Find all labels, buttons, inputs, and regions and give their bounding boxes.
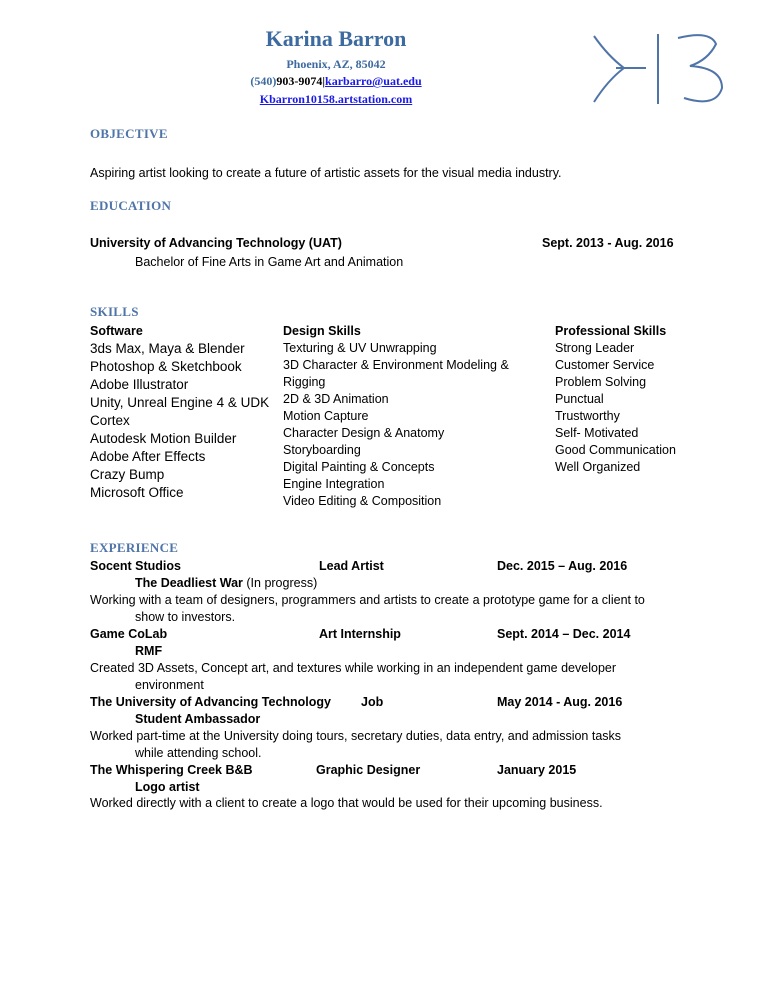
job-role: Job (361, 695, 384, 709)
job-description-cont: environment (135, 678, 204, 692)
job-dates: January 2015 (497, 763, 577, 777)
kb-monogram-logo-icon (590, 32, 730, 107)
contact-phone-line (0, 74, 672, 89)
contact-separator: | (322, 74, 326, 88)
design-item: Engine Integration (283, 477, 385, 491)
education-school: University of Advancing Technology (UAT) (90, 236, 342, 250)
objective-text: Aspiring artist looking to create a future of artistic assets for the visual media industry. (90, 166, 562, 180)
contact-city: Phoenix, AZ, 85042 (286, 57, 386, 71)
professional-item: Trustworthy (555, 409, 620, 423)
design-item: Video Editing & Composition (283, 494, 442, 508)
resume-name: Karina Barron (265, 26, 407, 51)
job-project: Student Ambassador (135, 712, 261, 726)
job-company: Socent Studios (90, 559, 181, 573)
software-item: 3ds Max, Maya & Blender (90, 341, 245, 356)
email-link[interactable]: karbarro@uat.edu (325, 74, 422, 88)
job-dates: Dec. 2015 – Aug. 2016 (497, 559, 628, 573)
job-description-cont: while attending school. (135, 746, 262, 760)
design-title: Design Skills (283, 324, 361, 338)
professional-item: Punctual (555, 392, 604, 406)
job-description: Worked directly with a client to create a logo that would be used for their upcoming business. (90, 796, 603, 810)
skills-heading: SKILLS (90, 304, 139, 319)
job-project-note: (In progress) (242, 576, 318, 590)
design-skills-column (283, 323, 509, 510)
design-item: Digital Painting & Concepts (283, 460, 435, 474)
objective-heading: OBJECTIVE (90, 126, 168, 141)
job-role: Graphic Designer (316, 763, 421, 777)
professional-item: Strong Leader (555, 341, 635, 355)
professional-item: Good Communication (555, 443, 676, 457)
software-item: Photoshop & Sketchbook (90, 359, 242, 374)
phone-number: 903-9074 (276, 74, 323, 88)
professional-item: Problem Solving (555, 375, 647, 389)
professional-item: Well Organized (555, 460, 641, 474)
job-project: Logo artist (135, 780, 200, 794)
job-company: The Whispering Creek B&B (90, 763, 253, 777)
education-heading: EDUCATION (90, 198, 172, 213)
job-project: RMF (135, 644, 163, 658)
design-item: Character Design & Anatomy (283, 426, 445, 440)
software-item: Adobe Illustrator (90, 377, 189, 392)
design-item: Storyboarding (283, 443, 361, 457)
job-role: Lead Artist (319, 559, 384, 573)
software-item: Cortex (90, 413, 130, 428)
professional-item: Customer Service (555, 358, 655, 372)
design-item: Rigging (283, 375, 326, 389)
job-company: The University of Advancing Technology (90, 695, 332, 709)
contact-website-line (0, 92, 672, 107)
job-dates: Sept. 2014 – Dec. 2014 (497, 627, 631, 641)
job-description: Worked part-time at the University doing tours, secretary duties, data entry, and admission tasks (90, 729, 622, 743)
education-dates: Sept. 2013 - Aug. 2016 (542, 236, 674, 250)
professional-item: Self- Motivated (555, 426, 639, 440)
job-project-line (135, 576, 317, 590)
experience-heading: EXPERIENCE (90, 540, 179, 555)
job-project: The Deadliest War (135, 576, 243, 590)
software-item: Unity, Unreal Engine 4 & UDK (90, 395, 270, 410)
education-degree: Bachelor of Fine Arts in Game Art and Animation (135, 255, 404, 269)
software-item: Microsoft Office (90, 485, 184, 500)
job-dates: May 2014 - Aug. 2016 (497, 695, 623, 709)
professional-skills-column (555, 323, 676, 476)
design-item: Texturing & UV Unwrapping (283, 341, 437, 355)
software-skills-column (90, 323, 269, 502)
design-item: Motion Capture (283, 409, 369, 423)
professional-title: Professional Skills (555, 324, 667, 338)
design-item: 2D & 3D Animation (283, 392, 389, 406)
software-item: Crazy Bump (90, 467, 165, 482)
job-role: Art Internship (319, 627, 401, 641)
design-item: 3D Character & Environment Modeling & (283, 358, 509, 372)
job-company: Game CoLab (90, 627, 168, 641)
software-item: Adobe After Effects (90, 449, 206, 464)
software-title: Software (90, 324, 143, 338)
software-item: Autodesk Motion Builder (90, 431, 237, 446)
website-link[interactable]: Kbarron10158.artstation.com (259, 92, 413, 106)
phone-area-code: (540) (250, 74, 277, 88)
job-description: Created 3D Assets, Concept art, and textures while working in an independent game developer (90, 661, 617, 675)
job-description: Working with a team of designers, programmers and artists to create a prototype game for a client to (90, 593, 645, 607)
job-description-cont: show to investors. (135, 610, 236, 624)
